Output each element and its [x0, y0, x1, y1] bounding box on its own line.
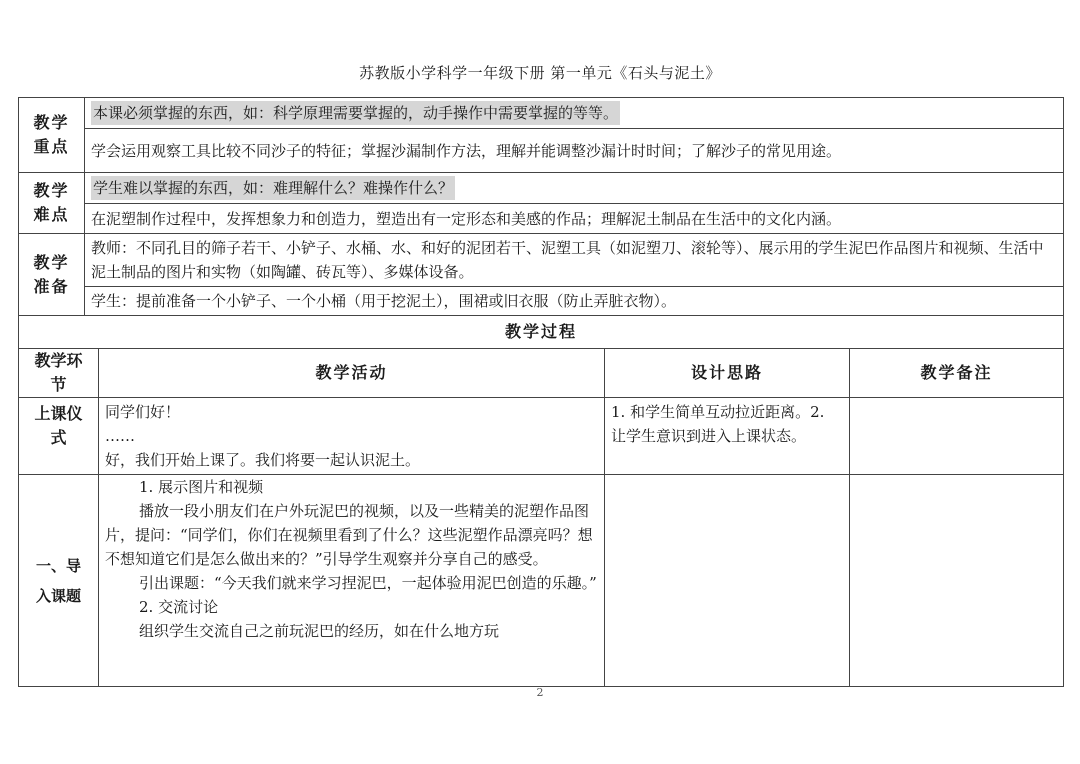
difficulties-label: 教学 难点 — [19, 173, 85, 234]
process-heading: 教学过程 — [19, 316, 1064, 349]
key-points-hint — [85, 98, 1064, 129]
col-design-header: 设计思路 — [605, 349, 850, 398]
design-opening: 1. 和学生简单互动拉近距离。2. 让学生意识到进入上课状态。 — [605, 398, 850, 475]
key-points-highlight: 本课必须掌握的东西，如：科学原理需要掌握的，动手操作中需要掌握的等等。 — [91, 101, 620, 125]
activity-line: 2. 交流讨论 — [139, 598, 219, 616]
difficulties-hint — [85, 173, 1064, 204]
difficulties-highlight: 学生难以掌握的东西，如：难理解什么？难操作什么？ — [91, 176, 455, 200]
activity-introduction — [99, 475, 605, 687]
stage-line: 一、导 — [35, 556, 81, 575]
activity-line: 组织学生交流自己之前玩泥巴的经历，如在什么地方玩 — [139, 622, 500, 640]
document-title: 苏教版小学科学一年级下册 第一单元《石头与泥土》 — [359, 64, 721, 82]
col-stage-header: 教学环 节 — [19, 349, 99, 398]
col-notes-header: 教学备注 — [850, 349, 1064, 398]
preparation-label: 教学 准备 — [19, 234, 85, 316]
preparation-student: 学生：提前准备一个小铲子、一个小桶（用于挖泥土），围裙或旧衣服（防止弄脏衣物）。 — [85, 287, 1064, 316]
notes-introduction — [850, 475, 1064, 687]
page-number: 2 — [536, 686, 544, 699]
preparation-teacher: 教师：不同孔目的筛子若干、小铲子、水桶、水、和好的泥团若干、泥塑工具（如泥塑刀、滚轮等）、展示用的学生泥巴作品图片和视频、生活中泥土制品的图片和实物（如陶罐、砖瓦等）、多媒体设备。 — [85, 234, 1064, 287]
difficulties-text: 在泥塑制作过程中，发挥想象力和创造力，塑造出有一定形态和美感的作品；理解泥土制品在生活中的文化内涵。 — [85, 204, 1064, 234]
activity-opening — [99, 398, 605, 475]
stage-introduction — [19, 475, 99, 687]
activity-line: 好，我们开始上课了。我们将要一起认识泥土。 — [105, 451, 421, 469]
activity-line: …… — [105, 427, 135, 445]
stage-opening: 上课仪 式 — [19, 398, 99, 475]
stage-line: 入课题 — [35, 586, 81, 605]
activity-line: 引出课题：“今天我们就来学习捏泥巴，一起体验用泥巴创造的乐趣。” — [139, 574, 597, 592]
key-points-text: 学会运用观察工具比较不同沙子的特征；掌握沙漏制作方法，理解并能调整沙漏计时时间；了解沙子的常见用途。 — [85, 129, 1064, 173]
design-introduction — [605, 475, 850, 687]
activity-line: 1. 展示图片和视频 — [139, 478, 264, 496]
col-activity-header: 教学活动 — [99, 349, 605, 398]
activity-line: 同学们好！ — [105, 403, 181, 421]
lesson-plan-table — [18, 97, 1064, 687]
notes-opening — [850, 398, 1064, 475]
key-points-label: 教学 重点 — [19, 98, 85, 173]
activity-line: 播放一段小朋友们在户外玩泥巴的视频，以及一些精美的泥塑作品图片，提问：“同学们，你们在视频里看到了什么？这些泥塑作品漂亮吗？想不想知道它们是怎么做出来的？”引导学生观察并分享自己的感受。 — [105, 502, 593, 568]
